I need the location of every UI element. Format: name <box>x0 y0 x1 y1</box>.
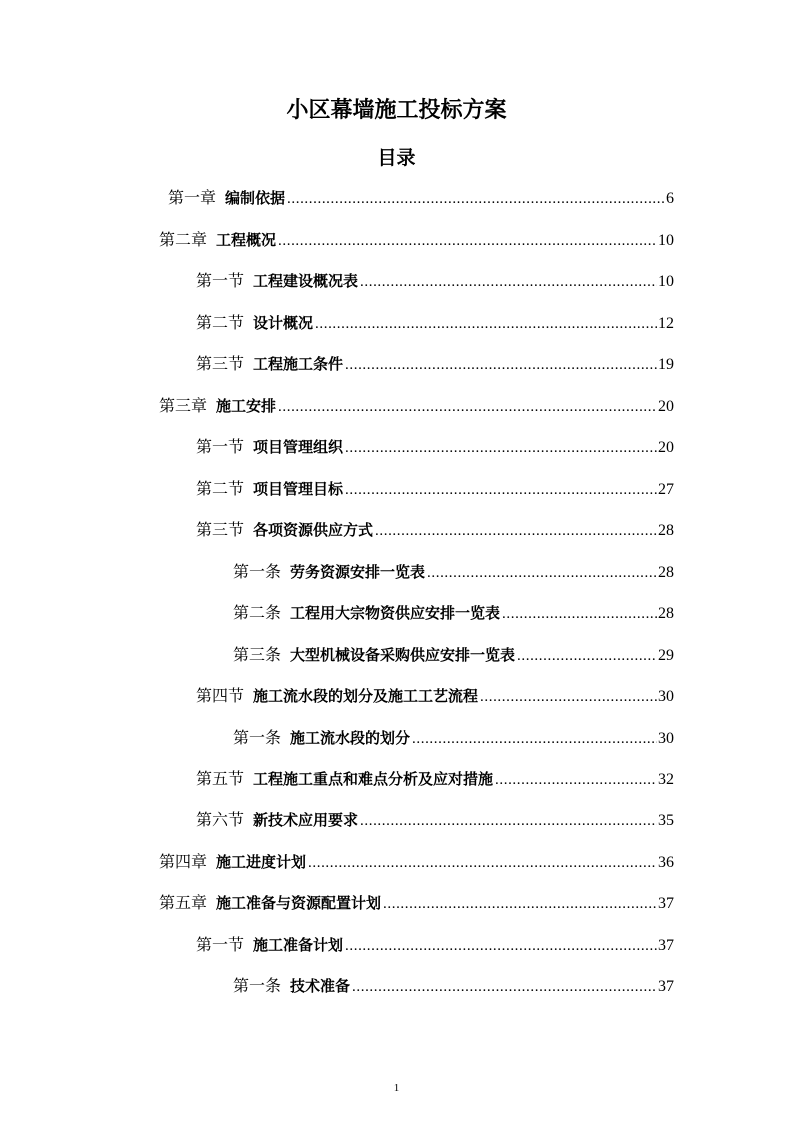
toc-entry-page: 20 <box>658 439 674 456</box>
toc-entry-number: 第二节 <box>196 481 245 498</box>
toc-entry-section[interactable] <box>196 684 674 708</box>
toc-dot-leader <box>383 892 657 916</box>
toc-entry-number: 第四章 <box>159 854 208 871</box>
toc-entry-title: 施工准备计划 <box>253 936 344 954</box>
toc-entry-chapter-4[interactable] <box>159 850 674 874</box>
toc-entry-number: 第二条 <box>233 605 282 622</box>
toc-entry-section[interactable] <box>196 435 674 459</box>
toc-entry-section[interactable] <box>196 269 674 293</box>
toc-entry-title: 施工准备与资源配置计划 <box>216 894 382 912</box>
toc-dot-leader <box>517 644 657 668</box>
toc-entry-number: 第二节 <box>196 315 245 332</box>
toc-entry-page: 37 <box>658 895 674 912</box>
toc-entry-page: 28 <box>658 564 674 581</box>
toc-dot-leader <box>360 809 657 833</box>
toc-entry-section[interactable] <box>196 933 674 957</box>
toc-entry-page: 10 <box>658 273 674 290</box>
document-title: 小区幕墙施工投标方案 <box>286 98 507 123</box>
toc-entry-title: 技术准备 <box>290 977 351 995</box>
toc-entry-title: 大型机械设备采购供应安排一览表 <box>290 646 516 664</box>
toc-dot-leader <box>427 561 657 585</box>
toc-entry-article[interactable] <box>233 560 674 584</box>
toc-entry-article[interactable] <box>233 601 674 625</box>
toc-dot-leader <box>278 229 657 253</box>
toc-entry-number: 第五节 <box>196 771 245 788</box>
toc-entry-title: 工程用大宗物资供应安排一览表 <box>290 604 501 622</box>
toc-entry-page: 28 <box>658 605 674 622</box>
toc-entry-page: 32 <box>658 771 674 788</box>
toc-entry-title: 施工流水段的划分及施工工艺流程 <box>253 687 479 705</box>
toc-entry-chapter-5[interactable] <box>159 891 674 915</box>
toc-entry-chapter-3[interactable] <box>159 394 674 418</box>
toc-entry-article[interactable] <box>233 974 674 998</box>
toc-entry-title: 工程概况 <box>216 231 277 249</box>
toc-entry-section[interactable] <box>196 767 674 791</box>
toc-dot-leader <box>352 975 657 999</box>
toc-dot-leader <box>495 768 657 792</box>
toc-entry-page: 20 <box>658 398 674 415</box>
toc-entry-number: 第三条 <box>233 647 282 664</box>
toc-entry-number: 第六节 <box>196 812 245 829</box>
toc-dot-leader <box>278 395 657 419</box>
toc-entry-title: 各项资源供应方式 <box>253 521 374 539</box>
toc-entry-page: 28 <box>658 522 674 539</box>
toc-entry-title: 工程施工条件 <box>253 355 344 373</box>
toc-dot-leader <box>345 436 657 460</box>
toc-entry-title: 施工进度计划 <box>216 853 307 871</box>
toc-entry-chapter-1[interactable] <box>168 186 674 210</box>
toc-dot-leader <box>412 727 657 751</box>
toc-entry-page: 37 <box>658 937 674 954</box>
page-number: 1 <box>393 1082 400 1094</box>
toc-entry-number: 第二章 <box>159 232 208 249</box>
toc-entry-title: 新技术应用要求 <box>253 811 359 829</box>
toc-entry-number: 第三节 <box>196 522 245 539</box>
toc-entry-chapter-2[interactable] <box>159 228 674 252</box>
toc-entry-number: 第一节 <box>196 937 245 954</box>
toc-entry-page: 27 <box>658 481 674 498</box>
toc-dot-leader <box>345 934 657 958</box>
toc-entry-page: 37 <box>658 978 674 995</box>
toc-entry-title: 项目管理目标 <box>253 480 344 498</box>
toc-entry-page: 35 <box>658 812 674 829</box>
toc-entry-number: 第一节 <box>196 439 245 456</box>
toc-dot-leader <box>480 685 657 709</box>
toc-entry-title: 工程建设概况表 <box>253 272 359 290</box>
toc-entry-number: 第三章 <box>159 398 208 415</box>
toc-dot-leader <box>345 353 657 377</box>
toc-entry-page: 12 <box>658 315 674 332</box>
toc-entry-article[interactable] <box>233 726 674 750</box>
toc-heading: 目录 <box>377 147 416 169</box>
toc-dot-leader <box>502 602 657 626</box>
toc-entry-section[interactable] <box>196 311 674 335</box>
toc-entry-number: 第一条 <box>233 730 282 747</box>
toc-entry-number: 第一条 <box>233 978 282 995</box>
toc-dot-leader <box>375 519 657 543</box>
toc-entry-title: 项目管理组织 <box>253 438 344 456</box>
toc-dot-leader <box>360 270 657 294</box>
toc-entry-title: 工程施工重点和难点分析及应对措施 <box>253 770 494 788</box>
toc-entry-section[interactable] <box>196 808 674 832</box>
toc-entry-title: 设计概况 <box>253 314 314 332</box>
toc-entry-page: 6 <box>666 190 674 207</box>
toc-entry-page: 36 <box>658 854 674 871</box>
toc-entry-page: 30 <box>658 730 674 747</box>
toc-entry-section[interactable] <box>196 477 674 501</box>
toc-entry-section[interactable] <box>196 518 674 542</box>
toc-entry-number: 第四节 <box>196 688 245 705</box>
toc-entry-page: 19 <box>658 356 674 373</box>
toc-entry-page: 30 <box>658 688 674 705</box>
toc-entry-title: 劳务资源安排一览表 <box>290 563 426 581</box>
toc-dot-leader <box>345 478 657 502</box>
toc-entry-number: 第一条 <box>233 564 282 581</box>
toc-entry-title: 编制依据 <box>225 189 286 207</box>
toc-dot-leader <box>315 312 657 336</box>
toc-entry-number: 第三节 <box>196 356 245 373</box>
toc-entry-page: 10 <box>658 232 674 249</box>
toc-entry-number: 第一节 <box>196 273 245 290</box>
toc-entry-article[interactable] <box>233 643 674 667</box>
toc-entry-number: 第五章 <box>159 895 208 912</box>
toc-entry-page: 29 <box>658 647 674 664</box>
toc-entry-title: 施工安排 <box>216 397 277 415</box>
toc-dot-leader <box>287 187 665 211</box>
toc-entry-section[interactable] <box>196 352 674 376</box>
toc-entry-number: 第一章 <box>168 190 217 207</box>
toc-dot-leader <box>308 851 657 875</box>
toc-entry-title: 施工流水段的划分 <box>290 729 411 747</box>
